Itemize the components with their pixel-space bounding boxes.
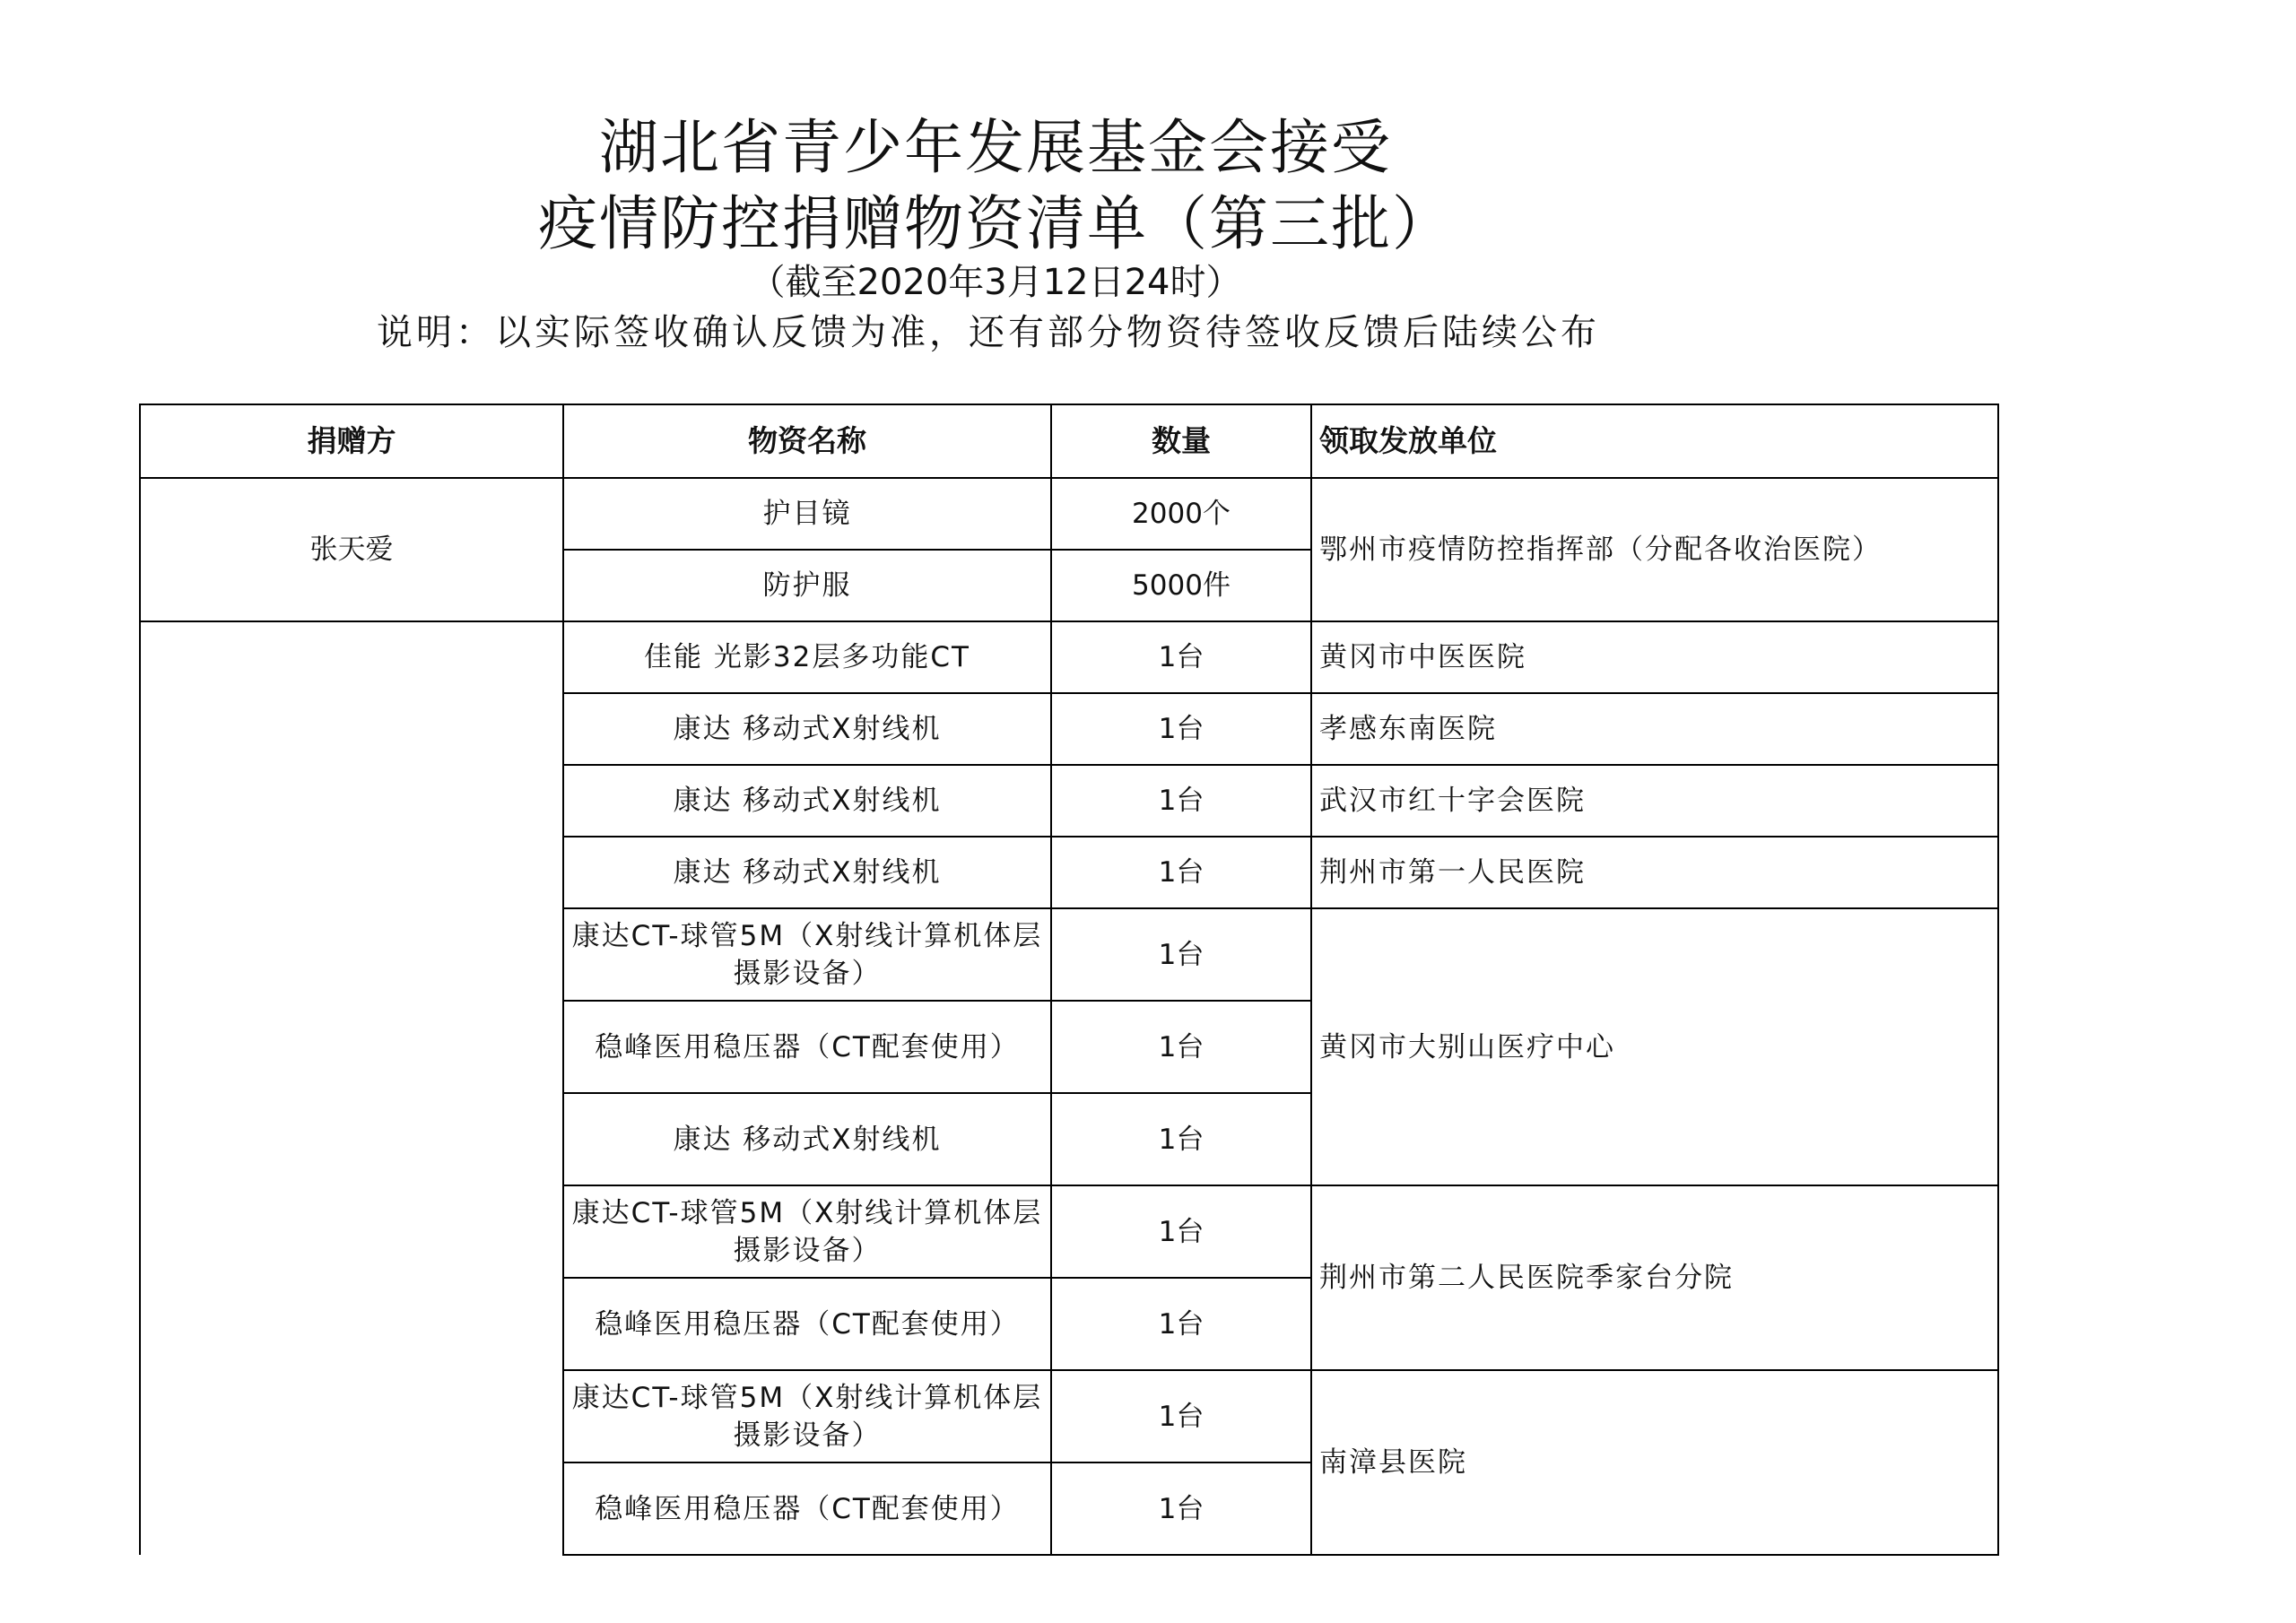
table-header-row	[140, 404, 1998, 478]
item-cell: 稳峰医用稳压器（CT配套使用）	[563, 1001, 1051, 1093]
item-cell: 康达CT-球管5M（X射线计算机体层摄影设备）	[563, 908, 1051, 1001]
table-row	[140, 478, 1998, 550]
quantity-cell: 1台	[1051, 1185, 1311, 1278]
date-note: （截至2020年3月12日24时）	[749, 262, 1242, 303]
recipient-cell: 荆州市第一人民医院	[1311, 837, 1998, 908]
donation-table	[139, 404, 1999, 1556]
quantity-cell: 1台	[1051, 621, 1311, 693]
quantity-cell: 1台	[1051, 1370, 1311, 1462]
quantity-cell: 1台	[1051, 1093, 1311, 1185]
recipient-cell: 荆州市第二人民医院季家台分院	[1311, 1185, 1998, 1370]
item-cell: 护目镜	[563, 478, 1051, 550]
item-cell: 康达 移动式X射线机	[563, 765, 1051, 837]
recipient-cell: 武汉市红十字会医院	[1311, 765, 1998, 837]
quantity-cell: 1台	[1051, 693, 1311, 765]
quantity-cell: 1台	[1051, 837, 1311, 908]
item-cell: 稳峰医用稳压器（CT配套使用）	[563, 1278, 1051, 1370]
item-cell: 康达 移动式X射线机	[563, 837, 1051, 908]
column-header-recipient: 领取发放单位	[1311, 404, 1998, 478]
column-header-item: 物资名称	[563, 404, 1051, 478]
item-cell: 康达 移动式X射线机	[563, 693, 1051, 765]
item-cell: 佳能 光影32层多功能CT	[563, 621, 1051, 693]
item-cell: 防护服	[563, 550, 1051, 621]
item-cell: 康达CT-球管5M（X射线计算机体层摄影设备）	[563, 1185, 1051, 1278]
document-title-line1: 湖北省青少年发展基金会接受	[599, 113, 1392, 182]
quantity-cell: 2000个	[1051, 478, 1311, 550]
recipient-cell: 南漳县医院	[1311, 1370, 1998, 1555]
table-row	[140, 621, 1998, 693]
donor-cell: 张天爱	[140, 478, 563, 621]
quantity-cell: 1台	[1051, 1278, 1311, 1370]
quantity-cell: 1台	[1051, 765, 1311, 837]
recipient-cell: 鄂州市疫情防控指挥部（分配各收治医院）	[1311, 478, 1998, 621]
quantity-cell: 1台	[1051, 1462, 1311, 1555]
recipient-cell: 黄冈市大别山医疗中心	[1311, 908, 1998, 1185]
recipient-cell: 孝感东南医院	[1311, 693, 1998, 765]
quantity-cell: 5000件	[1051, 550, 1311, 621]
document-title-line2: 疫情防控捐赠物资清单（第三批）	[538, 189, 1453, 258]
quantity-cell: 1台	[1051, 908, 1311, 1001]
remark-text: 说明：以实际签收确认反馈为准，还有部分物资待签收反馈后陆续公布	[377, 312, 1600, 353]
item-cell: 稳峰医用稳压器（CT配套使用）	[563, 1462, 1051, 1555]
column-header-donor: 捐赠方	[140, 404, 563, 478]
quantity-cell: 1台	[1051, 1001, 1311, 1093]
item-cell: 康达 移动式X射线机	[563, 1093, 1051, 1185]
item-cell: 康达CT-球管5M（X射线计算机体层摄影设备）	[563, 1370, 1051, 1462]
donor-cell-empty	[140, 621, 563, 1555]
column-header-quantity: 数量	[1051, 404, 1311, 478]
recipient-cell: 黄冈市中医医院	[1311, 621, 1998, 693]
